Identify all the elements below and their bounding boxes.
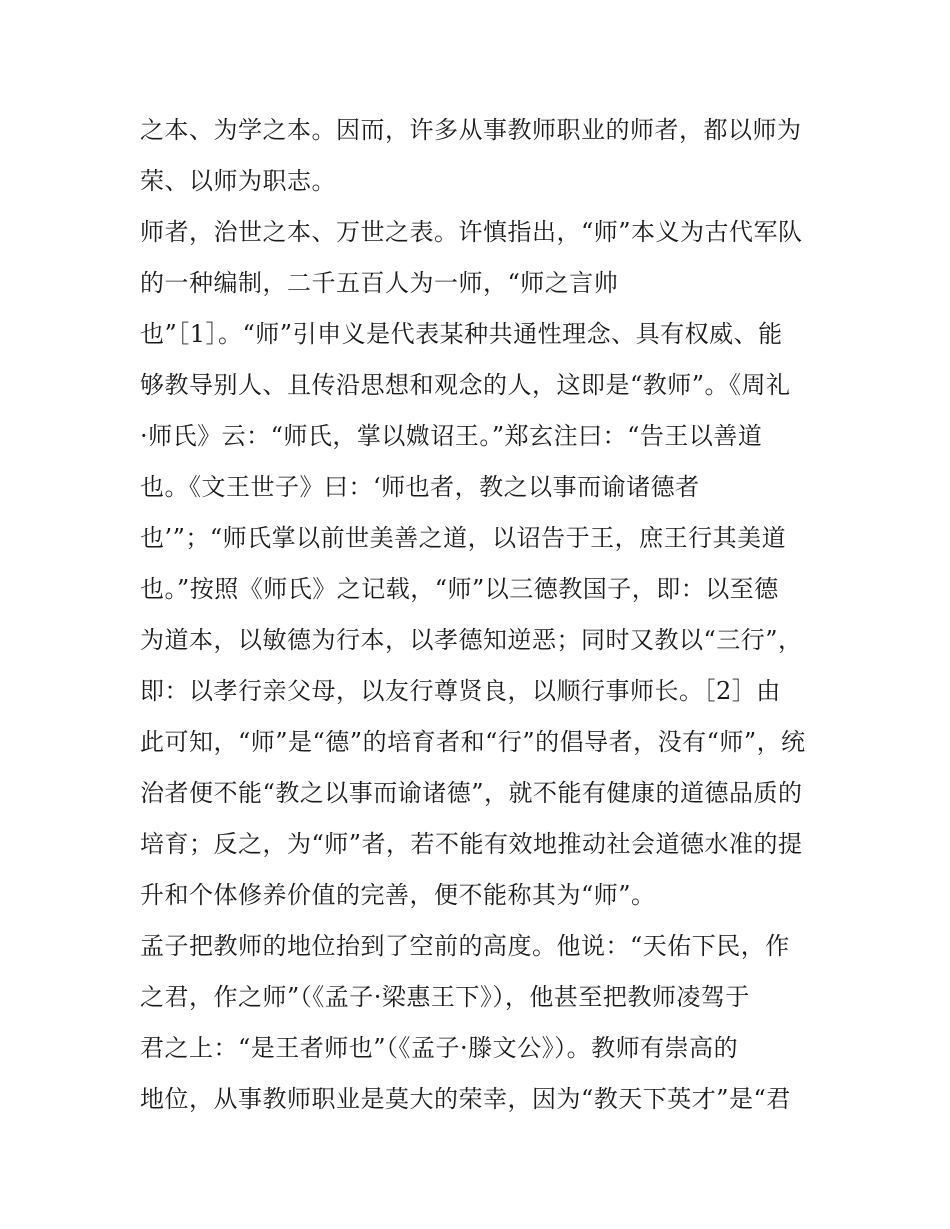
text-line: 孟子把教师的地位抬到了空前的高度。他说：“天佑下民，作	[140, 932, 790, 960]
text-line: 此可知，“师”是“德”的培育者和“行”的倡导者，没有“师”，统	[140, 728, 806, 756]
text-line: 之本、为学之本。因而，许多从事教师职业的师者，都以师为	[140, 116, 802, 144]
text-line: 治者便不能“教之以事而谕诸德”，就不能有健康的道德品质的	[140, 779, 803, 807]
text-line: 的一种编制，二千五百人为一师，“师之言帅	[140, 269, 619, 297]
text-line: 够教导别人、且传沿思想和观念的人，这即是“教师”。《周礼	[140, 371, 791, 399]
text-line: 师者，治世之本、万世之表。许慎指出，“师”本义为古代军队	[140, 218, 803, 246]
text-line: 荣、以师为职志。	[140, 167, 336, 195]
text-line: 也。《文王世子》曰：‘师也者，教之以事而谕诸德者	[140, 473, 700, 501]
text-line: 之君，作之师”（《孟子·梁惠王下》），他甚至把教师凌驾于	[140, 983, 750, 1011]
text-line: 君之上：“是王者师也”（《孟子·滕文公》）。教师有崇高的	[140, 1034, 739, 1062]
text-line: 培育；反之，为“师”者，若不能有效地推动社会道德水准的提	[140, 830, 803, 858]
text-line: 也’”；“师氏掌以前世美善之道，以诏告于王，庶王行其美道	[140, 524, 787, 552]
text-line: 即：以孝行亲父母，以友行尊贤良，以顺行事师长。［2］由	[140, 677, 781, 705]
text-line: 也。”按照《师氏》之记载，“师”以三德教国子，即：以至德	[140, 575, 779, 603]
body-text	[140, 105, 820, 1125]
text-line: 为道本，以敏德为行本，以孝德知逆恶；同时又教以“三行”，	[140, 626, 803, 654]
text-line: 地位，从事教师职业是莫大的荣幸，因为“教天下英才”是“君	[140, 1085, 791, 1113]
text-line: ·师氏》云：“师氏，掌以媺诏王。”郑玄注曰：“告王以善道	[140, 422, 763, 450]
text-line: 也”［1］。“师”引申义是代表某种共通性理念、具有权威、能	[140, 320, 783, 348]
text-line: 升和个体修养价值的完善，便不能称其为“师”。	[140, 881, 656, 909]
